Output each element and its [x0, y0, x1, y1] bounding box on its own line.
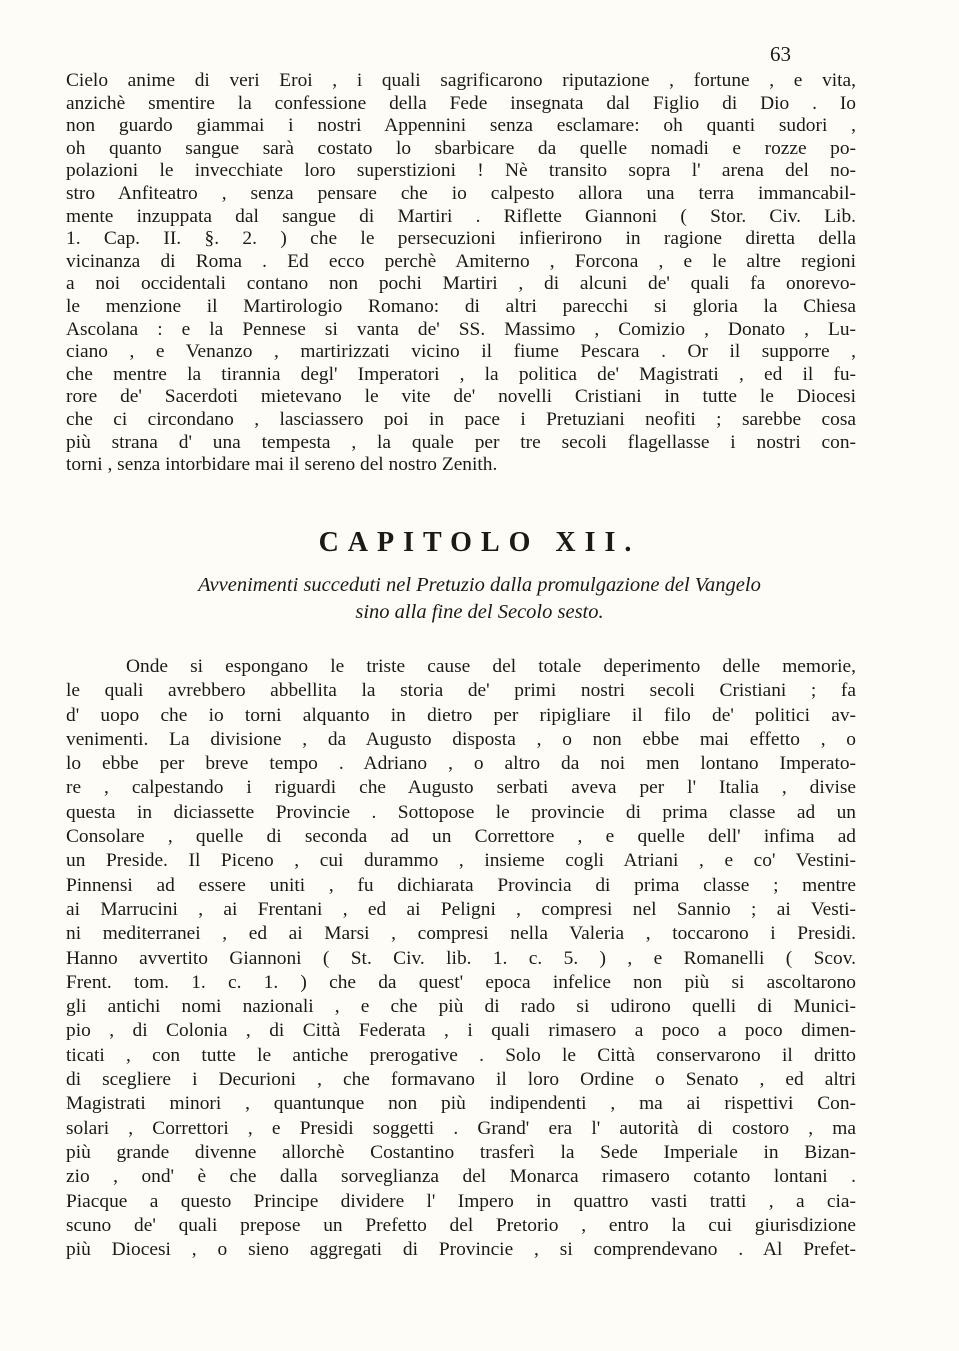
text-line: un Preside. Il Piceno , cui durammo , insieme cogli Atriani , e co' Vestini-: [66, 850, 856, 872]
text-line: Consolare , quelle di seconda ad un Correttore , e quelle dell' infima ad: [66, 826, 856, 848]
text-line: più strana d' una tempesta , la quale per tre secoli flagellasse i nostri con-: [66, 431, 856, 453]
text-line: più grande divenne allorchè Costantino trasferì la Sede Imperiale in Bizan-: [66, 1141, 856, 1163]
text-line: oh quanto sangue sarà costato lo sbarbicare da quelle nomadi e rozze po-: [66, 137, 856, 159]
text-line: Magistrati minori , quantunque non più indipendenti , ma ai rispettivi Con-: [66, 1093, 856, 1115]
text-line: Hanno avvertito Giannoni ( St. Civ. lib. 1. c. 5. ) , e Romanelli ( Scov.: [66, 947, 856, 969]
text-line: Frent. tom. 1. c. 1. ) che da quest' epoca infelice non più si ascoltarono: [66, 971, 856, 993]
text-line: Onde si espongano le triste cause del totale deperimento delle memorie,: [126, 656, 856, 677]
text-line: di scegliere i Decurioni , che formavano il loro Ordine o Senato , ed altri: [66, 1069, 856, 1091]
text-line: gli antichi nomi nazionali , e che più di rado si udirono quelli di Munici-: [66, 996, 856, 1018]
subtitle-line: Avvenimenti succeduti nel Pretuzio dalla promulgazione del Vangelo: [198, 574, 761, 596]
text-line: torni , senza intorbidare mai il sereno del nostro Zenith.: [66, 454, 498, 476]
text-line: ni mediterranei , ed ai Marsi , compresi nella Valeria , toccarono i Presidi.: [66, 923, 856, 945]
text-line: solari , Correttori , e Presidi soggetti . Grand' era l' autorità di costoro , ma: [66, 1117, 856, 1139]
text-line: stro Anfiteatro , senza pensare che io calpesto allora una terra immancabil-: [66, 182, 856, 204]
text-line: venimenti. La divisione , da Augusto disposta , o non ebbe mai effetto , o: [66, 728, 856, 750]
text-line: le menzione il Martirologio Romano: di altri parecchi si gloria la Chiesa: [66, 295, 856, 317]
text-line: che ci circondano , lasciassero poi in pace i Pretuziani neofiti ; sarebbe cosa: [66, 408, 856, 430]
text-line: mente inzuppata dal sangue di Martiri . Riflette Giannoni ( Stor. Civ. Lib.: [66, 205, 856, 227]
text-line: scuno de' quali prepose un Prefetto del Pretorio , entro la cui giurisdizione: [66, 1214, 856, 1236]
text-line: ticati , con tutte le antiche prerogative . Solo le Città conservarono il dritto: [66, 1044, 856, 1066]
text-line: Pinnensi ad essere uniti , fu dichiarata Provincia di prima classe ; mentre: [66, 874, 856, 896]
text-line: anzichè smentire la confessione della Fede insegnata dal Figlio di Dio . Io: [66, 92, 856, 114]
text-line: zio , ond' è che dalla sorveglianza del Monarca rimasero cotanto lontani .: [66, 1166, 856, 1188]
text-line: le quali avrebbero abbellita la storia de' primi nostri secoli Cristiani ; fa: [66, 680, 856, 702]
page-number: 63: [770, 42, 791, 66]
paragraph-1: [66, 70, 856, 477]
text-line: a noi occidentali contano non pochi Martiri , di alcuni de' quali fa onorevo-: [66, 273, 856, 295]
text-line: polazioni le invecchiate loro superstizioni ! Nè transito sopra l' arena del no-: [66, 160, 856, 182]
text-line: questa in diciassette Provincie . Sottopose le provincie di prima classe ad un: [66, 801, 856, 823]
text-line: vicinanza di Roma . Ed ecco perchè Amiterno , Forcona , e le altre regioni: [66, 250, 856, 272]
subtitle-line: sino alla fine del Secolo sesto.: [355, 601, 604, 623]
text-line: Ascolana : e la Pennese si vanta de' SS. Massimo , Comizio , Donato , Lu-: [66, 318, 856, 340]
text-line: Piacque a questo Principe dividere l' Impero in quattro vasti tratti , a cia-: [66, 1190, 856, 1212]
text-line: rore de' Sacerdoti mietevano le vite de' novelli Cristiani in tutte le Diocesi: [66, 386, 856, 408]
text-line: Cielo anime di veri Eroi , i quali sagrificarono riputazione , fortune , e vita,: [66, 70, 856, 91]
text-line: che mentre la tirannia degl' Imperatori , la politica de' Magistrati , ed il fu-: [66, 363, 856, 385]
chapter-subtitle: [0, 572, 959, 626]
text-line: 1. Cap. II. §. 2. ) che le persecuzioni infierirono in ragione diretta della: [66, 228, 856, 250]
text-line: non guardo giammai i nostri Appennini senza esclamare: oh quanti sudori ,: [66, 115, 856, 137]
text-line: ai Marrucini , ai Frentani , ed ai Peligni , compresi nel Sannio ; ai Vesti-: [66, 898, 856, 920]
paragraph-2: [66, 655, 856, 1262]
text-line: più Diocesi , o sieno aggregati di Provincie , si comprendevano . Al Prefet-: [66, 1239, 856, 1261]
text-line: re , calpestando i riguardi che Augusto serbati aveva per l' Italia , divise: [66, 777, 856, 799]
text-line: ciano , e Venanzo , martirizzati vicino il fiume Pescara . Or il supporre ,: [66, 341, 856, 363]
text-line: lo ebbe per breve tempo . Adriano , o altro da noi men lontano Imperato-: [66, 753, 856, 775]
text-line: pio , di Colonia , di Città Federata , i quali rimasero a poco a poco dimen-: [66, 1020, 856, 1042]
text-line: d' uopo che io torni alquanto in dietro per ripigliare il filo de' politici av-: [66, 704, 856, 726]
chapter-title: CAPITOLO XII.: [318, 527, 641, 558]
